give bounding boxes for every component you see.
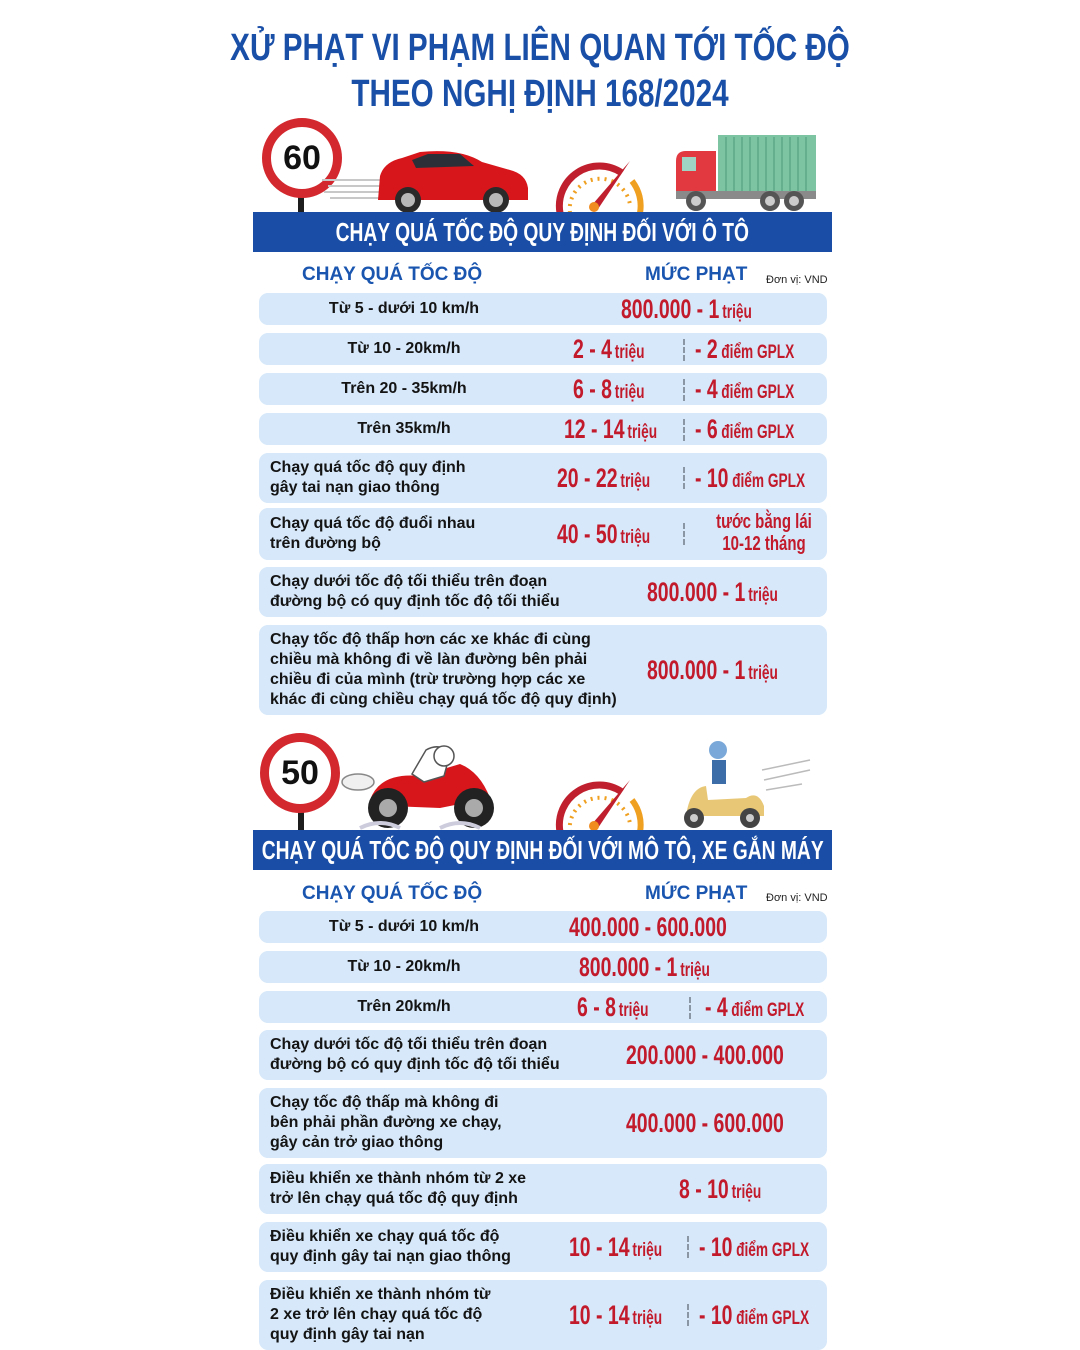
car-section-banner-text: CHẠY QUÁ TỐC ĐỘ QUY ĐỊNH ĐỐI VỚI Ô TÔ bbox=[335, 216, 750, 247]
license-points: - 6 điểm GPLX bbox=[695, 413, 795, 444]
col-header-violation: CHẠY QUÁ TỐC ĐỘ bbox=[302, 883, 483, 904]
violation-desc: Từ 5 - dưới 10 km/h bbox=[328, 300, 480, 317]
fine-amount: 12 - 14 triệu bbox=[564, 413, 658, 444]
violation-desc: Chạy tốc độ thấp mà không đi bên phải phần đường xe chạy, gây cản trở giao thông bbox=[270, 1094, 502, 1151]
fine-amount: 20 - 22 triệu bbox=[557, 462, 651, 493]
divider bbox=[689, 997, 691, 1019]
fine-amount: 6 - 8 triệu bbox=[577, 991, 649, 1022]
violation-desc: Trên 35km/h bbox=[357, 420, 451, 437]
table-row bbox=[259, 1164, 827, 1214]
fine-amount: 40 - 50 triệu bbox=[557, 518, 651, 549]
violation-desc: Từ 10 - 20km/h bbox=[347, 340, 461, 357]
page-title-line-1: XỬ PHẠT VI PHẠM LIÊN QUAN TỚI TỐC ĐỘ bbox=[230, 27, 850, 69]
car-section-banner bbox=[253, 212, 832, 252]
divider bbox=[683, 523, 685, 545]
table-row bbox=[259, 1088, 827, 1158]
fine-amount: 6 - 8 triệu bbox=[573, 373, 645, 404]
divider bbox=[683, 339, 685, 361]
violation-desc: Trên 20km/h bbox=[357, 998, 451, 1015]
fine-amount: 200.000 - 400.000 bbox=[626, 1039, 784, 1070]
unit-label: Đơn vị: VND bbox=[766, 274, 828, 286]
table-row bbox=[259, 333, 827, 365]
table-row bbox=[259, 413, 827, 445]
violation-desc: Chạy quá tốc độ đuổi nhau trên đường bộ bbox=[270, 515, 476, 552]
red-car-icon bbox=[320, 148, 535, 214]
speedometer-icon bbox=[552, 774, 648, 832]
speed-limit-value: 60 bbox=[283, 138, 321, 177]
fine-amount: 10 - 14 triệu bbox=[569, 1231, 663, 1262]
license-points: - 10 điểm GPLX bbox=[699, 1299, 810, 1330]
fine-amount: 800.000 - 1 triệu bbox=[621, 293, 752, 324]
divider bbox=[683, 379, 685, 401]
violation-desc: Từ 10 - 20km/h bbox=[347, 958, 461, 975]
fine-amount: 800.000 - 1 triệu bbox=[579, 951, 710, 982]
license-points: - 4 điểm GPLX bbox=[695, 373, 795, 404]
speed-limit-value: 50 bbox=[281, 753, 319, 792]
unit-label: Đơn vị: VND bbox=[766, 892, 828, 904]
col-header-violation: CHẠY QUÁ TỐC ĐỘ bbox=[302, 264, 483, 285]
fine-amount: 10 - 14 triệu bbox=[569, 1299, 663, 1330]
fine-amount: 400.000 - 600.000 bbox=[626, 1107, 784, 1138]
table-row bbox=[259, 991, 827, 1023]
page-title-line-2: THEO NGHỊ ĐỊNH 168/2024 bbox=[351, 73, 729, 115]
violation-desc: Trên 20 - 35km/h bbox=[341, 380, 467, 397]
container-truck-icon bbox=[676, 133, 818, 213]
moto-section-banner bbox=[253, 830, 832, 870]
license-points: - 4 điểm GPLX bbox=[705, 991, 805, 1022]
violation-desc: Chạy dưới tốc độ tối thiểu trên đoạn đường bộ có quy định tốc độ tối thiểu bbox=[270, 1036, 560, 1073]
speedometer-icon bbox=[552, 155, 648, 213]
table-row bbox=[259, 1280, 827, 1350]
violation-desc: Chạy quá tốc độ quy định gây tai nạn giao thông bbox=[270, 459, 466, 496]
violation-desc: Từ 5 - dưới 10 km/h bbox=[328, 918, 480, 935]
license-points: - 10 điểm GPLX bbox=[695, 462, 806, 493]
fine-amount: 8 - 10 triệu bbox=[679, 1173, 762, 1204]
violation-desc: Chạy dưới tốc độ tối thiểu trên đoạn đường bộ có quy định tốc độ tối thiểu bbox=[270, 573, 560, 610]
violation-desc: Điều khiển xe thành nhóm từ 2 xe trở lên chạy quá tốc độ quy định gây tai nạn bbox=[270, 1286, 491, 1343]
table-row bbox=[259, 625, 827, 715]
fine-amount: 2 - 4 triệu bbox=[573, 333, 645, 364]
table-row bbox=[259, 567, 827, 617]
scooter-rider-icon bbox=[672, 740, 812, 830]
moto-section-banner-text: CHẠY QUÁ TỐC ĐỘ QUY ĐỊNH ĐỐI VỚI MÔ TÔ, XE GẮN MÁY bbox=[261, 834, 824, 865]
violation-desc: Chạy tốc độ thấp hơn các xe khác đi cùng chiều mà không đi về làn đường bên phải chiều đi của mình (trừ trường hợp các xe khác đi cùng chiều chạy quá tốc độ quy định) bbox=[270, 631, 617, 708]
license-points: - 2 điểm GPLX bbox=[695, 333, 795, 364]
table-row bbox=[259, 508, 827, 560]
fine-amount: 800.000 - 1 triệu bbox=[647, 654, 778, 685]
table-row bbox=[259, 951, 827, 983]
divider bbox=[683, 467, 685, 489]
license-revocation: tước bằng lái 10-12 tháng bbox=[716, 511, 812, 555]
divider bbox=[687, 1304, 689, 1326]
table-row bbox=[259, 293, 827, 325]
table-row bbox=[259, 1222, 827, 1272]
col-header-fine: MỨC PHẠT bbox=[645, 883, 748, 904]
divider bbox=[683, 419, 685, 441]
table-row bbox=[259, 453, 827, 503]
table-row bbox=[259, 911, 827, 943]
col-header-fine: MỨC PHẠT bbox=[645, 264, 748, 285]
fine-amount: 400.000 - 600.000 bbox=[569, 911, 727, 942]
speed-limit-sign-icon bbox=[260, 733, 340, 813]
divider bbox=[687, 1236, 689, 1258]
table-row bbox=[259, 373, 827, 405]
violation-desc: Điều khiển xe chạy quá tốc độ quy định gây tai nạn giao thông bbox=[270, 1228, 511, 1265]
license-points: - 10 điểm GPLX bbox=[699, 1231, 810, 1262]
violation-desc: Điều khiển xe thành nhóm từ 2 xe trở lên chạy quá tốc độ quy định bbox=[270, 1170, 527, 1207]
sport-motorbike-icon bbox=[340, 742, 500, 830]
fine-amount: 800.000 - 1 triệu bbox=[647, 576, 778, 607]
table-row bbox=[259, 1030, 827, 1080]
